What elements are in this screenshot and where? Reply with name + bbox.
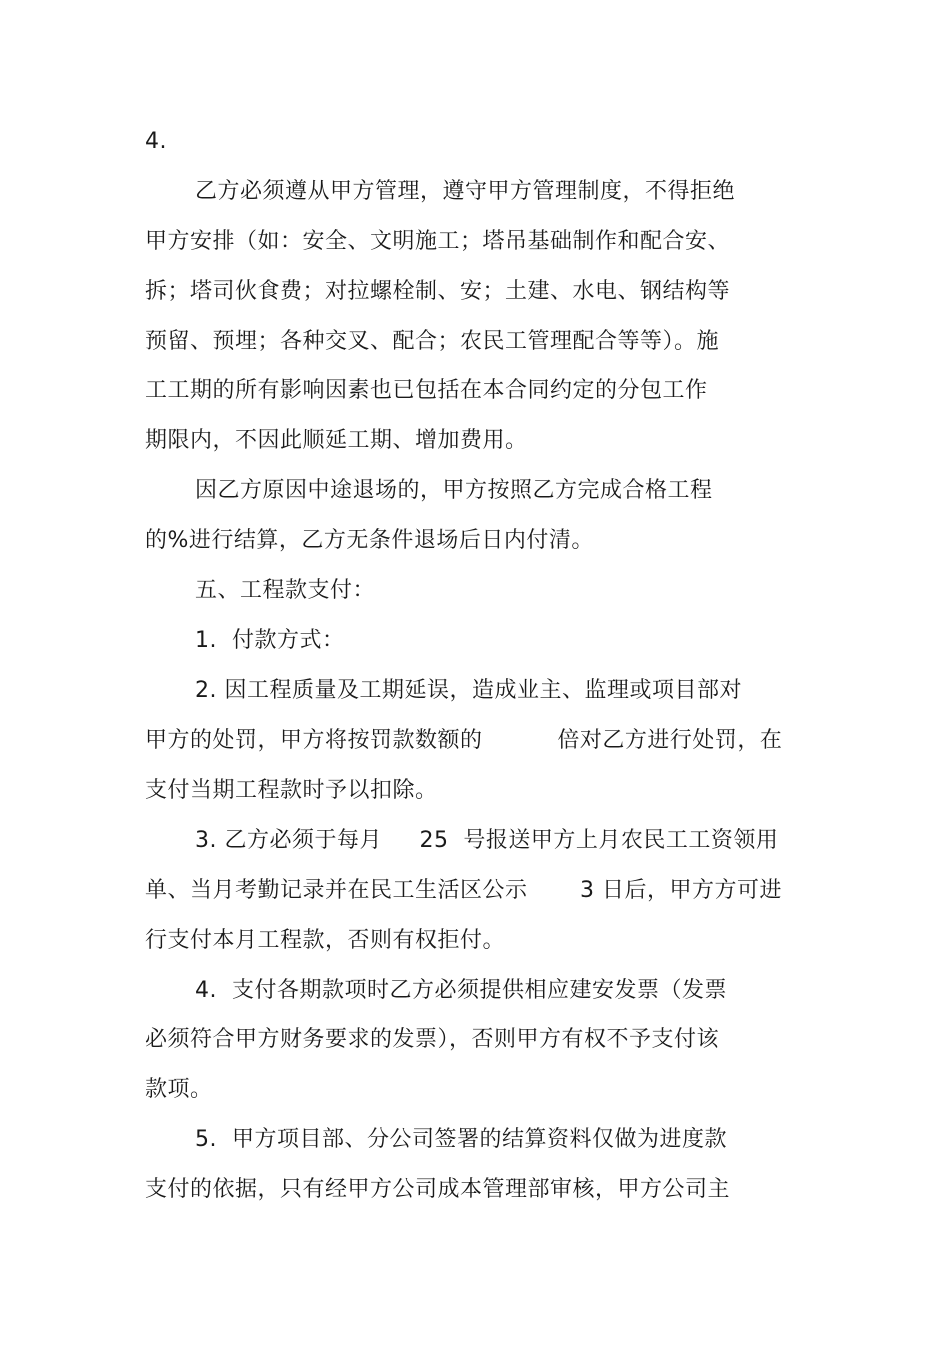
paragraph-line: 因乙方原因中途退场的，甲方按照乙方完成合格工程 — [195, 478, 713, 503]
paragraph-line: 必须符合甲方财务要求的发票），否则甲方有权不予支付该 — [145, 1027, 720, 1052]
section-heading: 五、工程款支付： — [195, 578, 376, 603]
section-number: 4. — [145, 129, 167, 154]
paragraph-line: 行支付本月工程款，否则有权拒付。 — [145, 928, 506, 953]
paragraph-line: 工工期的所有影响因素也已包括在本合同约定的分包工作 — [145, 378, 708, 403]
paragraph-line: 单、当月考勤记录并在民工生活区公示 3 日后，甲方方可进 — [145, 878, 782, 903]
list-item: 5. 甲方项目部、分公司签署的结算资料仅做为进度款 — [195, 1127, 727, 1152]
paragraph-line: 期限内，不因此顺延工期、增加费用。 — [145, 428, 528, 453]
paragraph-line: 支付当期工程款时予以扣除。 — [145, 778, 438, 803]
paragraph-line: 甲方安排（如：安全、文明施工；塔吊基础制作和配合安、 — [145, 229, 731, 254]
paragraph-line: 款项。 — [145, 1077, 213, 1102]
list-item: 3. 乙方必须于每月 25 号报送甲方上月农民工工资领用 — [195, 828, 779, 853]
paragraph-line: 支付的依据，只有经甲方公司成本管理部审核，甲方公司主 — [145, 1177, 731, 1202]
list-item: 4. 支付各期款项时乙方必须提供相应建安发票（发票 — [195, 978, 727, 1003]
list-item: 1. 付款方式： — [195, 628, 345, 653]
paragraph-line: 乙方必须遵从甲方管理，遵守甲方管理制度，不得拒绝 — [195, 179, 736, 204]
paragraph-line: 预留、预埋；各种交叉、配合；农民工管理配合等等）。施 — [145, 329, 720, 354]
list-item: 2. 因工程质量及工期延误，造成业主、监理或项目部对 — [195, 678, 742, 703]
paragraph-line: 甲方的处罚，甲方将按罚款数额的 倍对乙方进行处罚，在 — [145, 728, 783, 753]
paragraph-line: 的%进行结算，乙方无条件退场后日内付清。 — [145, 528, 594, 553]
paragraph-line: 拆；塔司伙食费；对拉螺栓制、安；土建、水电、钢结构等 — [145, 279, 731, 304]
